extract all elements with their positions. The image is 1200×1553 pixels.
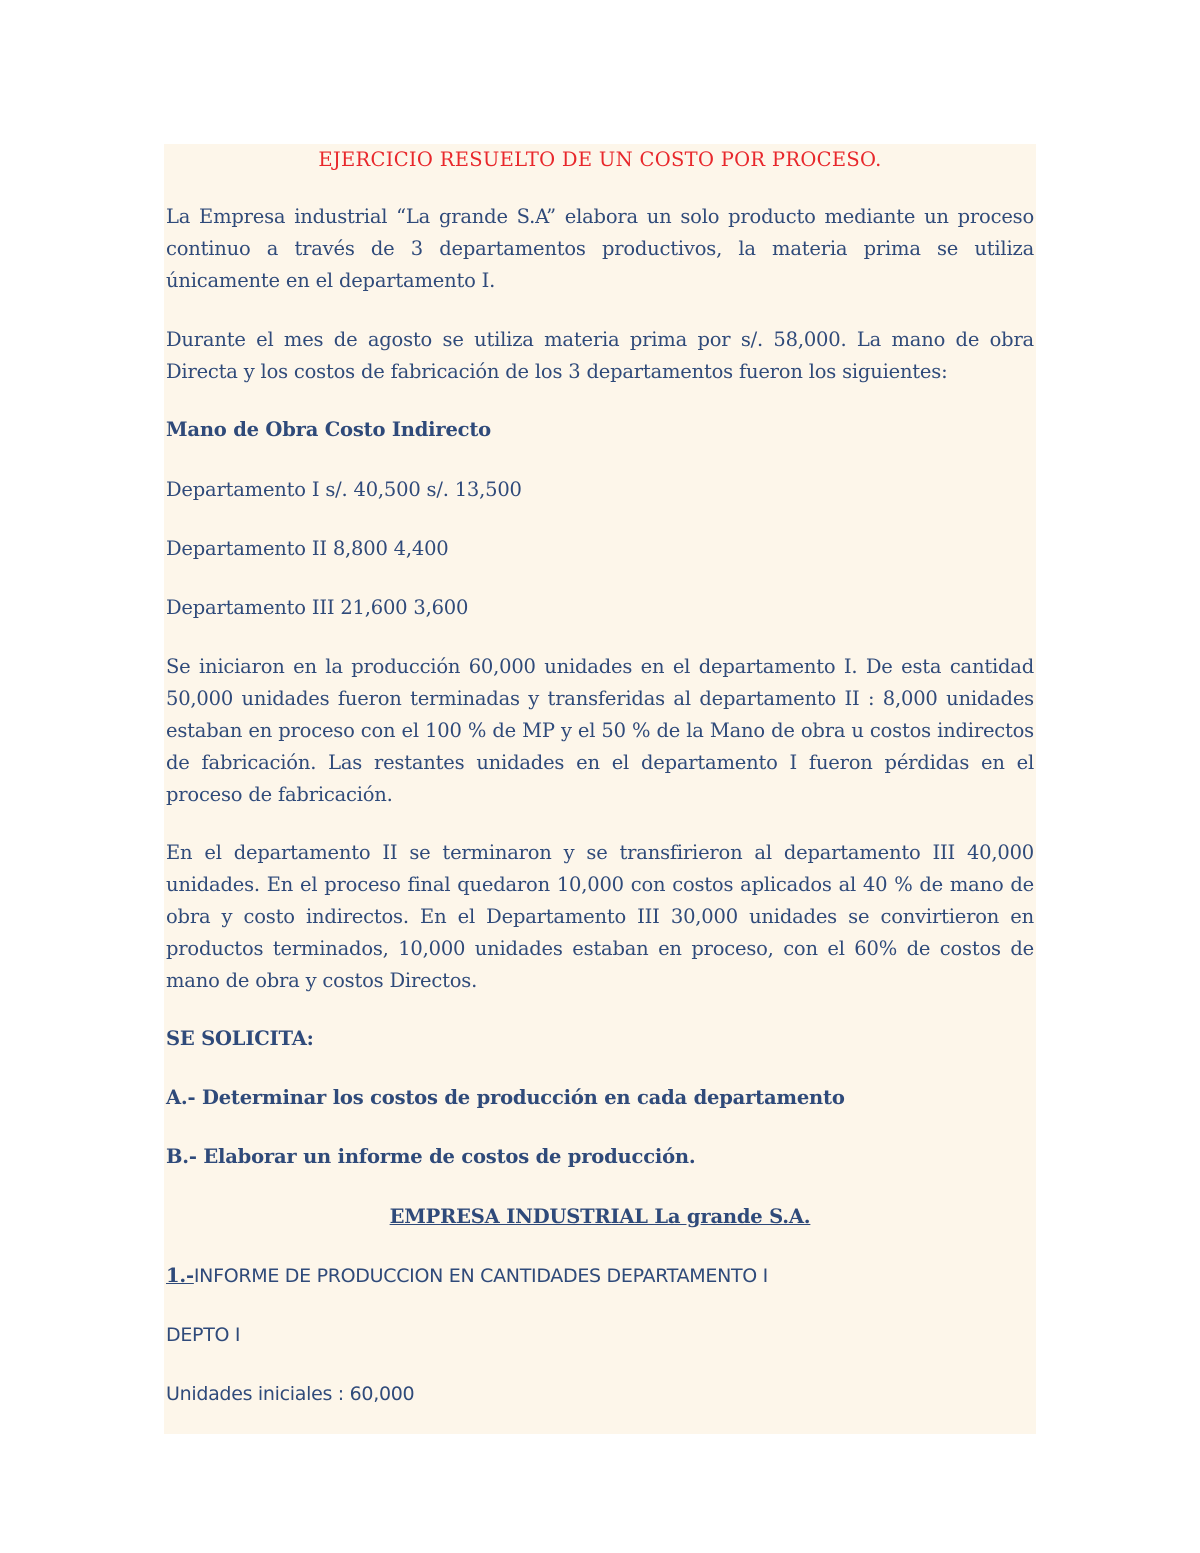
depto-label: DEPTO I	[166, 1324, 241, 1346]
section-title: INFORME DE PRODUCCION EN CANTIDADES DEPARTAMENTO I	[193, 1265, 768, 1287]
department-1-costs: Departamento I s/. 40,500 s/. 13,500	[166, 478, 522, 501]
intro-paragraph: La Empresa industrial “La grande S.A” elabora un solo producto mediante un proceso continuo a través de 3 departamentos productivos, la materia prima se utiliza únicamente en el departamento I.	[166, 205, 1034, 292]
department-3-costs: Departamento III 21,600 3,600	[166, 596, 469, 619]
requested-heading: SE SOLICITA:	[166, 1027, 314, 1050]
initial-units: Unidades iniciales : 60,000	[166, 1383, 415, 1405]
section-number: 1.-	[166, 1264, 194, 1287]
costs-header: Mano de Obra Costo Indirecto	[166, 418, 491, 441]
section-heading-line	[166, 1260, 1034, 1292]
production-paragraph: Se iniciaron en la producción 60,000 unidades en el departamento I. De esta cantidad 50,000 unidades fueron terminadas y transferidas al departamento II : 8,000 unidades estaban en proceso con el 100 % de MP y el 50 % de la Mano de obra u costos indirectos de fabricación. Las restantes unidades en el departamento I fueron pérdidas en el proceso de fabricación.	[166, 655, 1034, 806]
department-2-costs: Departamento II 8,800 4,400	[166, 537, 449, 560]
document-content-area	[164, 144, 1036, 1434]
department-2-paragraph: En el departamento II se terminaron y se transfirieron al departamento III 40,000 unidades. En el proceso final quedaron 10,000 con costos aplicados al 40 % de mano de obra y costo indirectos. En el Departamento III 30,000 unidades se convirtieron en productos terminados, 10,000 unidades estaban en proceso, con el 60% de costos de mano de obra y costos Directos.	[166, 841, 1034, 992]
august-paragraph: Durante el mes de agosto se utiliza materia prima por s/. 58,000. La mano de obra Directa y los costos de fabricación de los 3 departamentos fueron los siguientes:	[166, 328, 1034, 383]
document-title: EJERCICIO RESUELTO DE UN COSTO POR PROCESO.	[318, 148, 882, 171]
requirement-a: A.- Determinar los costos de producción en cada departamento	[166, 1086, 845, 1109]
company-heading-line	[166, 1201, 1034, 1233]
requirement-b: B.- Elaborar un informe de costos de producción.	[166, 1145, 696, 1168]
company-heading: EMPRESA INDUSTRIAL La grande S.A.	[389, 1205, 811, 1228]
